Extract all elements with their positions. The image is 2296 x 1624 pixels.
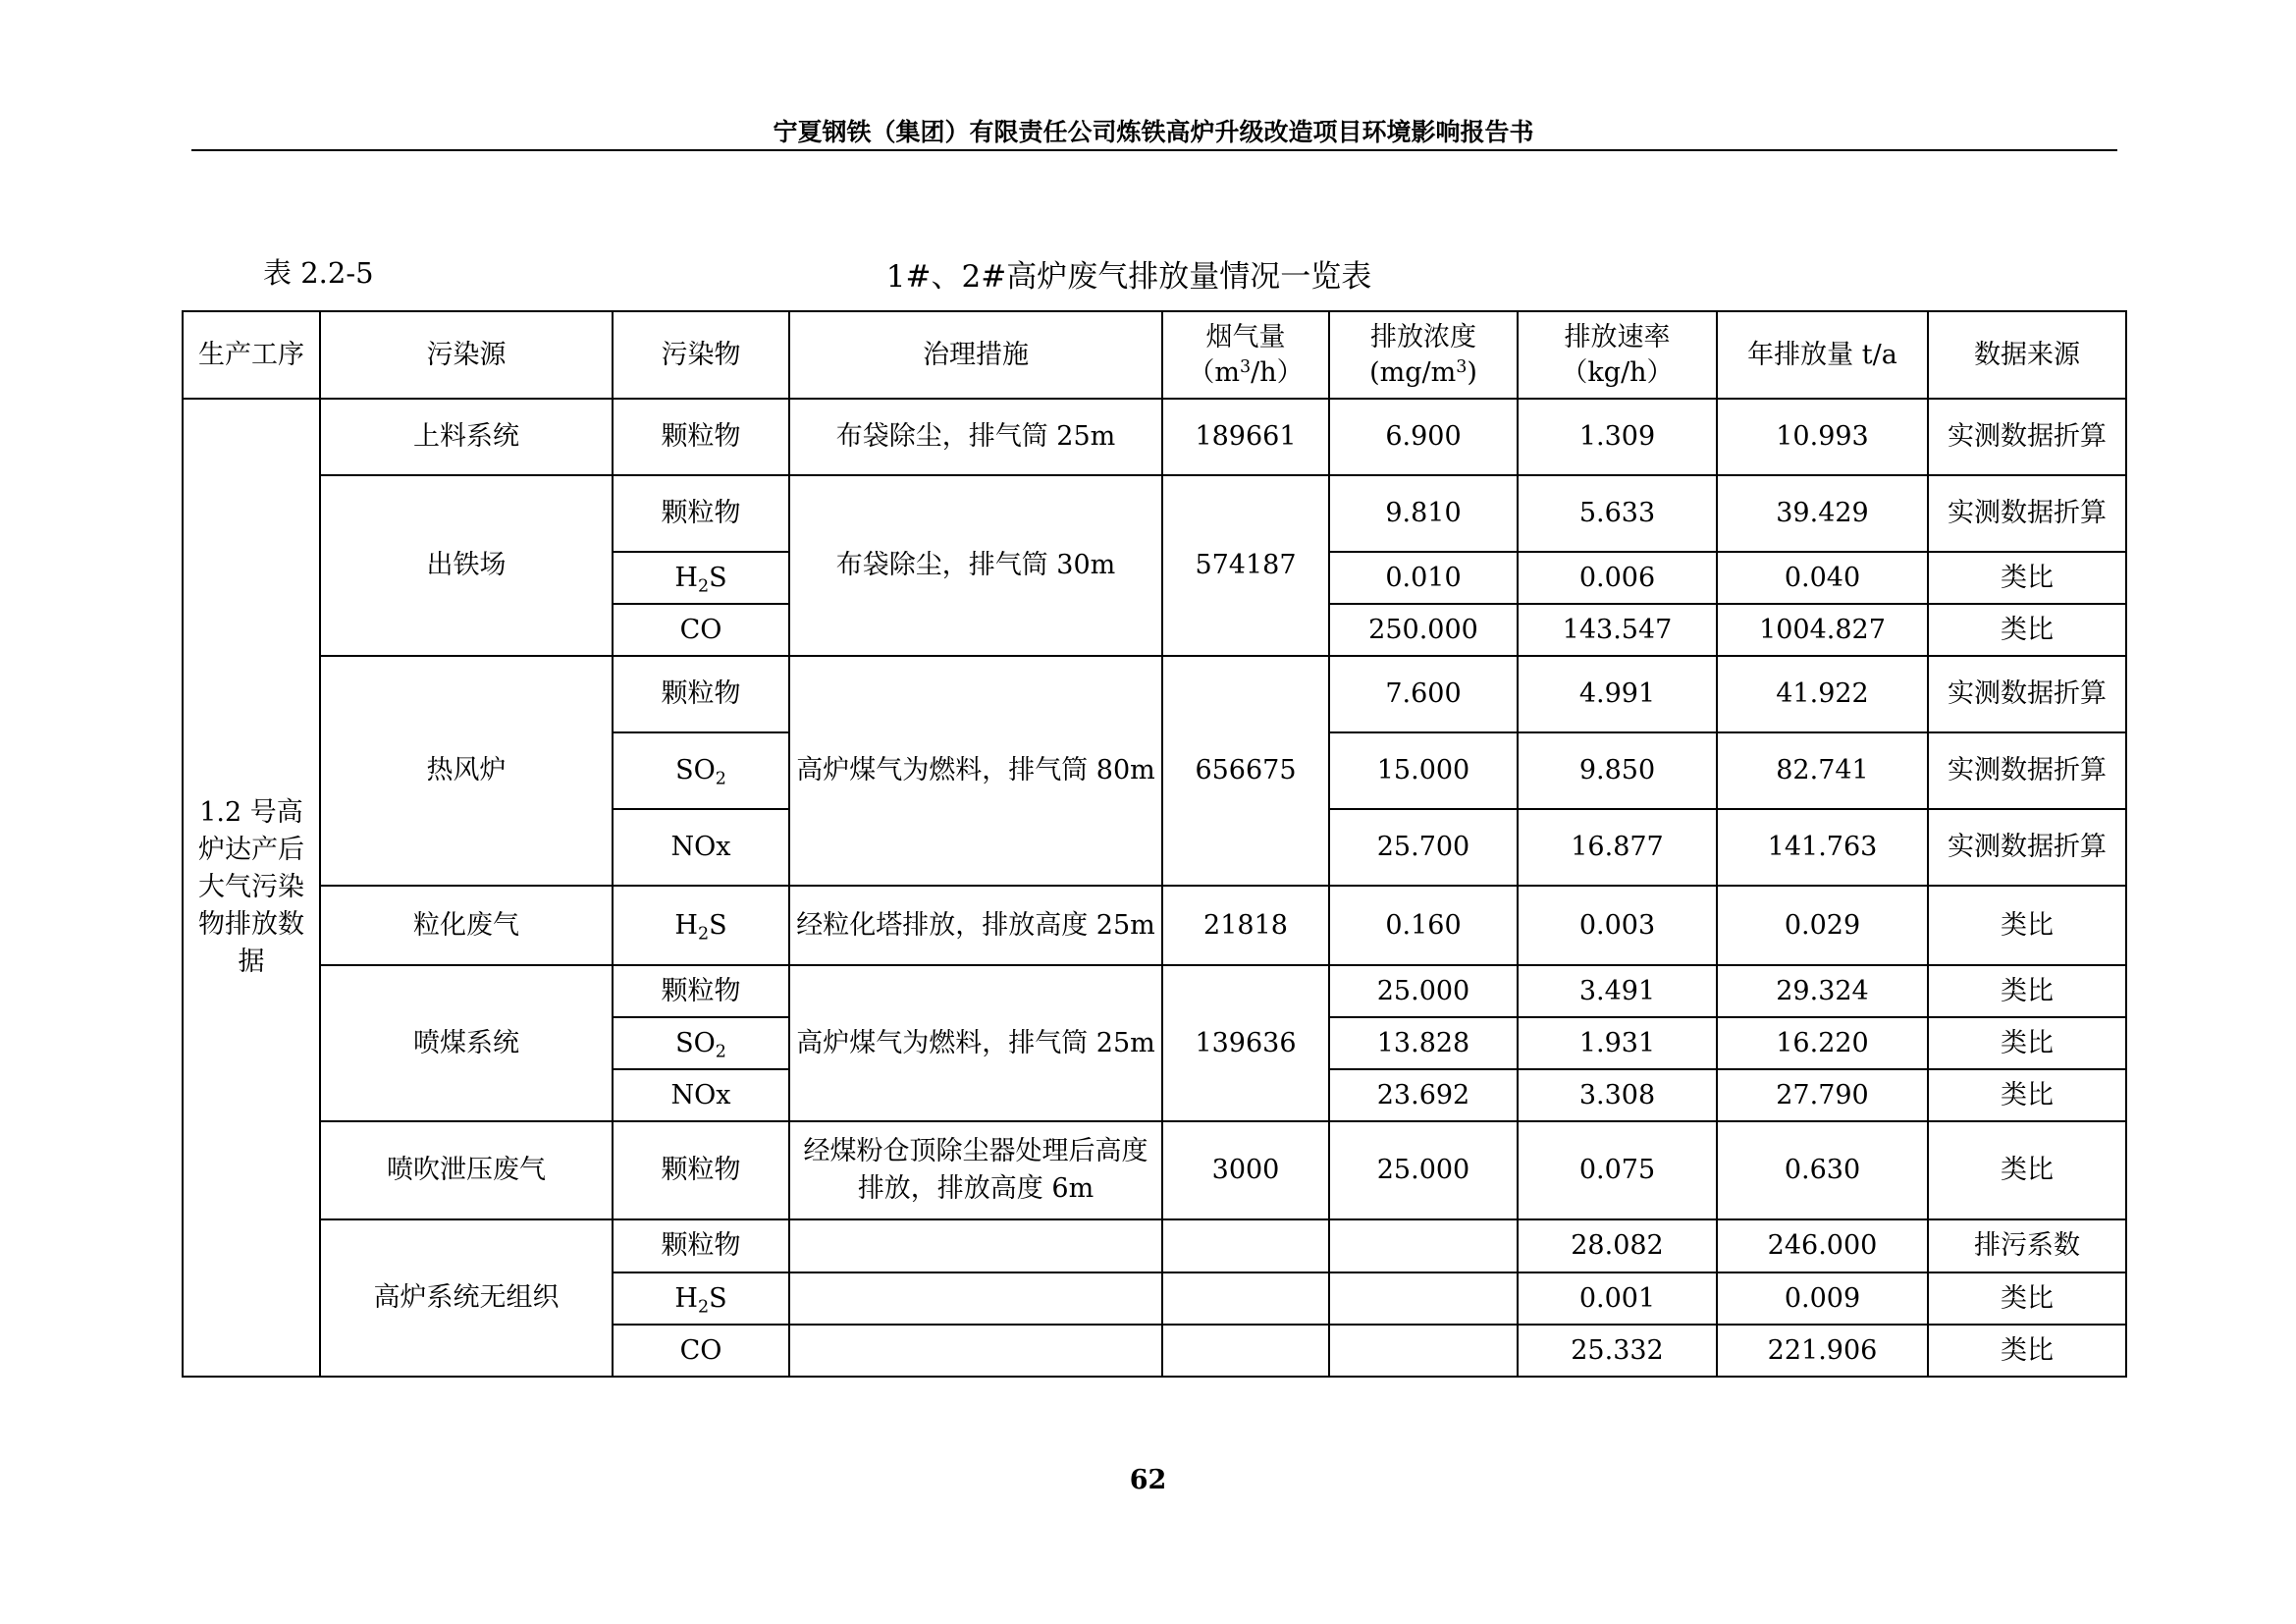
col-header-conc: 排放浓度 $(mg/m^3)$: [1329, 311, 1518, 399]
pollutant-cell: CO: [613, 604, 789, 656]
rate-cell: 0.075: [1518, 1121, 1717, 1219]
table-number: 表 2.2-5: [263, 256, 374, 290]
datasource-cell: 排污系数: [1928, 1219, 2126, 1272]
annual-cell: 41.922: [1717, 656, 1928, 732]
flow-cell: [1162, 1325, 1329, 1377]
pollutant-cell: NOx: [613, 1069, 789, 1121]
conc-cell: 0.160: [1329, 886, 1518, 965]
rate-cell: 28.082: [1518, 1219, 1717, 1272]
source-cell: 粒化废气: [320, 886, 613, 965]
table-row: [183, 886, 2126, 965]
col-header-annual: 年排放量 t/a: [1717, 311, 1928, 399]
flow-cell: 21818: [1162, 886, 1329, 965]
datasource-cell: 类比: [1928, 886, 2126, 965]
annual-cell: 246.000: [1717, 1219, 1928, 1272]
annual-cell: 27.790: [1717, 1069, 1928, 1121]
process-cell: 1.2 号高炉达产后大气污染物排放数据: [183, 399, 320, 1377]
table-row: [183, 399, 2126, 475]
source-cell: 喷煤系统: [320, 965, 613, 1121]
rate-cell: 16.877: [1518, 809, 1717, 886]
table-row: [183, 656, 2126, 732]
conc-cell: 25.000: [1329, 1121, 1518, 1219]
source-cell: 上料系统: [320, 399, 613, 475]
pollutant-cell: $H_2S$: [613, 1272, 789, 1325]
flow-cell: 656675: [1162, 656, 1329, 886]
datasource-cell: 类比: [1928, 1069, 2126, 1121]
conc-cell: 9.810: [1329, 475, 1518, 552]
document-header: 宁夏钢铁（集团）有限责任公司炼铁高炉升级改造项目环境影响报告书: [773, 118, 1534, 146]
conc-cell: [1329, 1272, 1518, 1325]
measure-cell: [789, 1325, 1162, 1377]
conc-cell: 0.010: [1329, 552, 1518, 604]
annual-cell: 0.029: [1717, 886, 1928, 965]
annual-cell: 16.220: [1717, 1017, 1928, 1069]
pollutant-cell: 颗粒物: [613, 656, 789, 732]
rate-cell: 1.309: [1518, 399, 1717, 475]
header-rule: [191, 149, 2117, 151]
table-row: [183, 475, 2126, 552]
measure-cell: 高炉煤气为燃料，排气筒 80m: [789, 656, 1162, 886]
source-cell: 热风炉: [320, 656, 613, 886]
flow-cell: 139636: [1162, 965, 1329, 1121]
source-cell: 出铁场: [320, 475, 613, 656]
annual-cell: 221.906: [1717, 1325, 1928, 1377]
conc-cell: 250.000: [1329, 604, 1518, 656]
rate-cell: 3.491: [1518, 965, 1717, 1017]
conc-cell: 23.692: [1329, 1069, 1518, 1121]
datasource-cell: 类比: [1928, 604, 2126, 656]
annual-cell: 82.741: [1717, 732, 1928, 809]
col-header-process: 生产工序: [183, 311, 320, 399]
measure-cell: 经煤粉仓顶除尘器处理后高度排放，排放高度 6m: [789, 1121, 1162, 1219]
pollutant-cell: 颗粒物: [613, 965, 789, 1017]
rate-cell: 3.308: [1518, 1069, 1717, 1121]
col-header-rate: 排放速率 （kg/h）: [1518, 311, 1717, 399]
pollutant-cell: 颗粒物: [613, 475, 789, 552]
flow-cell: 189661: [1162, 399, 1329, 475]
rate-cell: 4.991: [1518, 656, 1717, 732]
measure-cell: 布袋除尘，排气筒 30m: [789, 475, 1162, 656]
datasource-cell: 实测数据折算: [1928, 475, 2126, 552]
flow-cell: [1162, 1219, 1329, 1272]
col-header-pollutant: 污染物: [613, 311, 789, 399]
datasource-cell: 类比: [1928, 1017, 2126, 1069]
datasource-cell: 实测数据折算: [1928, 399, 2126, 475]
conc-cell: 15.000: [1329, 732, 1518, 809]
measure-cell: 布袋除尘，排气筒 25m: [789, 399, 1162, 475]
pollutant-cell: 颗粒物: [613, 1219, 789, 1272]
annual-cell: 0.009: [1717, 1272, 1928, 1325]
table-header-row: [183, 311, 2126, 399]
annual-cell: 1004.827: [1717, 604, 1928, 656]
conc-cell: 7.600: [1329, 656, 1518, 732]
source-cell: 喷吹泄压废气: [320, 1121, 613, 1219]
table-row: [183, 1121, 2126, 1219]
rate-cell: 143.547: [1518, 604, 1717, 656]
pollutant-cell: 颗粒物: [613, 399, 789, 475]
measure-cell: [789, 1272, 1162, 1325]
annual-cell: 141.763: [1717, 809, 1928, 886]
conc-cell: [1329, 1325, 1518, 1377]
pollutant-cell: CO: [613, 1325, 789, 1377]
annual-cell: 10.993: [1717, 399, 1928, 475]
pollutant-cell: 颗粒物: [613, 1121, 789, 1219]
rate-cell: 0.003: [1518, 886, 1717, 965]
conc-cell: 25.700: [1329, 809, 1518, 886]
rate-cell: 1.931: [1518, 1017, 1717, 1069]
measure-cell: [789, 1219, 1162, 1272]
conc-cell: 13.828: [1329, 1017, 1518, 1069]
emissions-table: [182, 310, 2127, 1378]
rate-cell: 0.001: [1518, 1272, 1717, 1325]
pollutant-cell: $H_2S$: [613, 886, 789, 965]
annual-cell: 29.324: [1717, 965, 1928, 1017]
datasource-cell: 实测数据折算: [1928, 809, 2126, 886]
datasource-cell: 类比: [1928, 1121, 2126, 1219]
rate-cell: 0.006: [1518, 552, 1717, 604]
flow-cell: 3000: [1162, 1121, 1329, 1219]
conc-cell: 25.000: [1329, 965, 1518, 1017]
datasource-cell: 类比: [1928, 1325, 2126, 1377]
datasource-cell: 类比: [1928, 965, 2126, 1017]
pollutant-cell: $H_2S$: [613, 552, 789, 604]
rate-cell: 25.332: [1518, 1325, 1717, 1377]
col-header-source: 污染源: [320, 311, 613, 399]
rate-cell: 5.633: [1518, 475, 1717, 552]
annual-cell: 39.429: [1717, 475, 1928, 552]
flow-cell: 574187: [1162, 475, 1329, 656]
datasource-cell: 类比: [1928, 552, 2126, 604]
table-row: [183, 965, 2126, 1017]
source-cell: 高炉系统无组织: [320, 1219, 613, 1377]
datasource-cell: 类比: [1928, 1272, 2126, 1325]
datasource-cell: 实测数据折算: [1928, 656, 2126, 732]
annual-cell: 0.040: [1717, 552, 1928, 604]
col-header-datasource: 数据来源: [1928, 311, 2126, 399]
page-number: 62: [1129, 1465, 1167, 1495]
measure-cell: 经粒化塔排放，排放高度 25m: [789, 886, 1162, 965]
table-row: [183, 1219, 2126, 1272]
pollutant-cell: NOx: [613, 809, 789, 886]
datasource-cell: 实测数据折算: [1928, 732, 2126, 809]
col-header-flow: 烟气量 $(m^3/h)$: [1162, 311, 1329, 399]
pollutant-cell: $SO_2$: [613, 1017, 789, 1069]
flow-cell: [1162, 1272, 1329, 1325]
conc-cell: 6.900: [1329, 399, 1518, 475]
annual-cell: 0.630: [1717, 1121, 1928, 1219]
table-title: 1#、2#高炉废气排放量情况一览表: [885, 259, 1372, 295]
col-header-measure: 治理措施: [789, 311, 1162, 399]
conc-cell: [1329, 1219, 1518, 1272]
pollutant-cell: $SO_2$: [613, 732, 789, 809]
rate-cell: 9.850: [1518, 732, 1717, 809]
measure-cell: 高炉煤气为燃料，排气筒 25m: [789, 965, 1162, 1121]
